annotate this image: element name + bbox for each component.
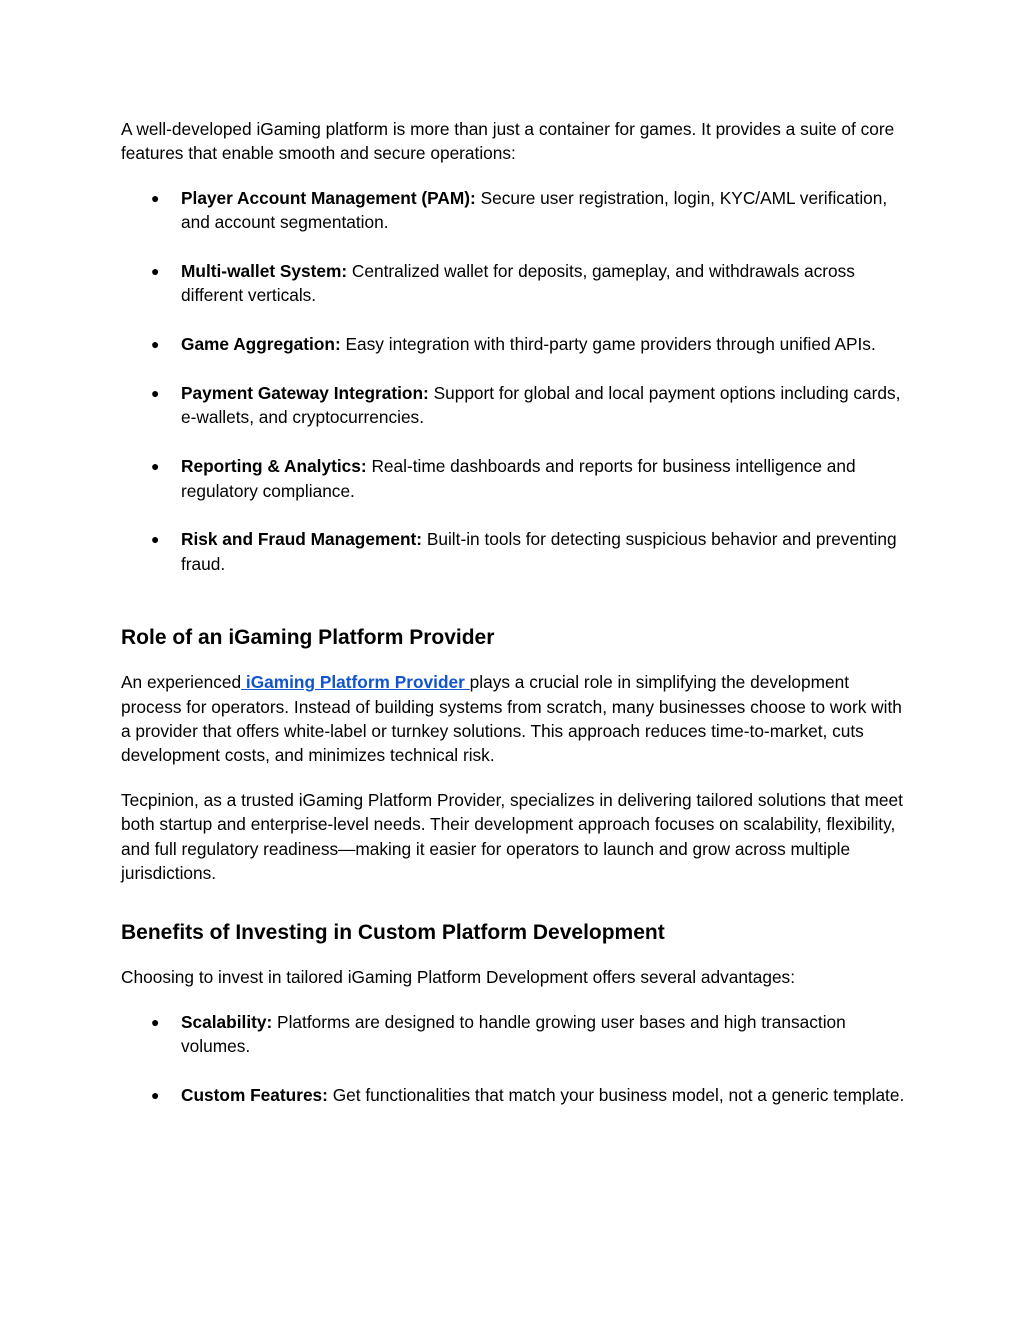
item-title: Reporting & Analytics: xyxy=(181,456,367,477)
item-title: Game Aggregation: xyxy=(181,334,341,355)
bullet-icon: ● xyxy=(151,385,160,402)
list-item xyxy=(121,1083,906,1107)
intro-paragraph: A well-developed iGaming platform is more than just a container for games. It provides a suite of core features that enable smooth and secure operations: xyxy=(121,119,895,164)
role-paragraph-2: Tecpinion, as a trusted iGaming Platform Provider, specializes in delivering tailored solutions that meet both startup and enterprise-level needs. Their development approach focuses on scalability, flexibility, and full regulatory readiness—making it easier for operators to launch and grow across multiple jurisdictions. xyxy=(121,789,903,884)
section-heading-role: Role of an iGaming Platform Provider xyxy=(121,626,495,650)
paragraph-text: An experienced xyxy=(121,672,242,693)
list-item xyxy=(121,381,906,430)
item-text: Platforms are designed to handle growing user bases and high transaction volumes. xyxy=(181,1011,846,1057)
item-text: Built-in tools for detecting suspicious behavior and preventing fraud. xyxy=(181,529,897,574)
item-text: Secure user registration, login, KYC/AML verification, and account segmentation. xyxy=(181,187,888,233)
item-text: Real-time dashboards and reports for business intelligence and regulatory compliance. xyxy=(181,456,856,501)
item-title: Payment Gateway Integration: xyxy=(181,383,429,404)
role-paragraph-1 xyxy=(121,670,906,768)
list-item xyxy=(121,186,906,235)
item-text: Easy integration with third-party game providers through unified APIs. xyxy=(340,334,876,355)
bullet-icon: ● xyxy=(151,1087,160,1104)
list-item xyxy=(121,332,906,356)
benefits-list xyxy=(121,1010,906,1108)
paragraph-text: plays a crucial role in simplifying the development process for operators. Instead of building systems from scratch, many businesses choose to work with a provider that offers white-label or turnkey solutions. This approach reduces time-to-market, cuts development costs, and minimizes technical risk. xyxy=(121,672,902,766)
feature-list xyxy=(121,186,906,576)
item-text: Centralized wallet for deposits, gameplay, and withdrawals across different verticals. xyxy=(181,261,855,306)
item-title: Player Account Management (PAM): xyxy=(181,187,476,208)
bullet-icon: ● xyxy=(151,1013,160,1030)
document-page xyxy=(121,117,906,1108)
item-title: Scalability: xyxy=(181,1011,273,1032)
bullet-icon: ● xyxy=(151,531,160,548)
benefits-intro: Choosing to invest in tailored iGaming Platform Development offers several advantages: xyxy=(121,967,796,988)
item-text: Support for global and local payment options including cards, e-wallets, and cryptocurrencies. xyxy=(181,383,901,428)
bullet-icon: ● xyxy=(151,458,160,475)
bullet-icon: ● xyxy=(151,263,160,280)
section-heading-benefits: Benefits of Investing in Custom Platform Development xyxy=(121,921,665,945)
item-title: Custom Features: xyxy=(181,1085,328,1106)
list-item xyxy=(121,1010,906,1059)
list-item xyxy=(121,527,906,576)
list-item xyxy=(121,259,906,308)
bullet-icon: ● xyxy=(151,336,160,353)
igaming-platform-provider-link[interactable]: iGaming Platform Provider xyxy=(241,672,470,693)
item-text: Get functionalities that match your business model, not a generic template. xyxy=(327,1085,905,1106)
item-title: Risk and Fraud Management: xyxy=(181,529,423,550)
list-item xyxy=(121,454,906,503)
item-title: Multi-wallet System: xyxy=(181,261,348,282)
bullet-icon: ● xyxy=(151,189,160,206)
